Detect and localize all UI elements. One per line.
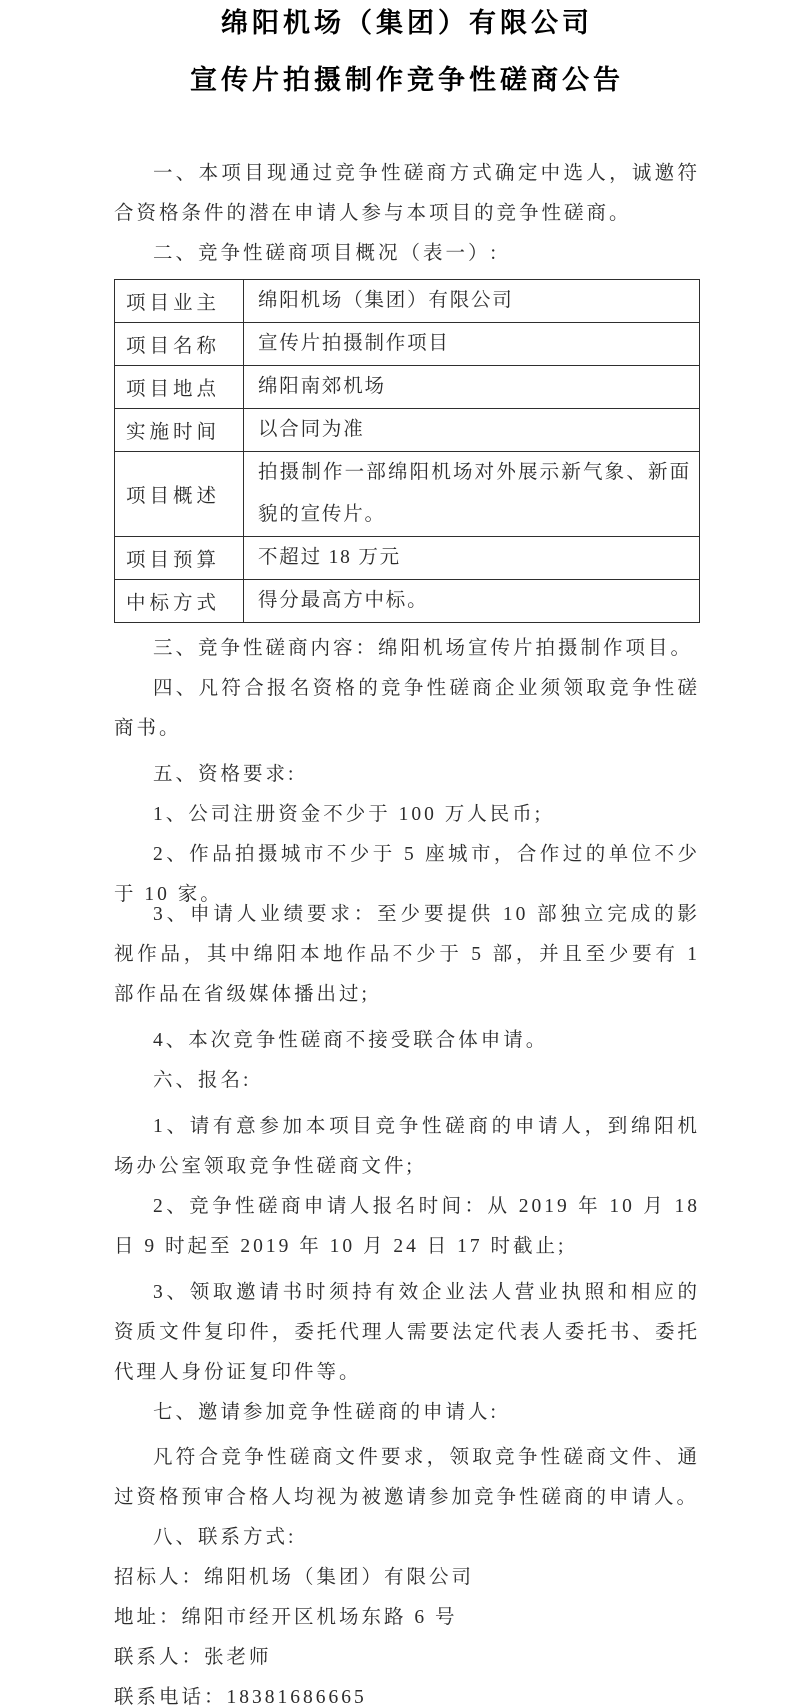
contact-heading: 八、联系方式: [153, 1527, 297, 1548]
table-row-project-summary [115, 452, 700, 537]
registration-heading: 六、报名: [153, 1070, 252, 1091]
contact-bidder-line: 招标人：绵阳机场（集团）有限公司 [114, 1567, 475, 1588]
table-row-value: 不超过 18 万元 [244, 537, 700, 580]
registration-eligibility-paragraph: 四、凡符合报名资格的竞争性磋商企业须领取竞争性磋商书。 [114, 678, 700, 739]
table-row-label: 项目预算 [115, 537, 244, 580]
registration-item-1: 1、请有意参加本项目竞争性磋商的申请人，到绵阳机场办公室领取竞争性磋商文件; [114, 1116, 700, 1177]
qualification-item-2: 2、作品拍摄城市不少于 5 座城市，合作过的单位不少于 10 家。 [114, 844, 700, 905]
invited-applicants-heading: 七、邀请参加竞争性磋商的申请人: [153, 1402, 499, 1423]
table-row-project-location [115, 366, 700, 409]
project-overview-table [114, 279, 700, 623]
table-row-value: 宣传片拍摄制作项目 [244, 323, 700, 366]
intro-paragraph: 一、本项目现通过竞争性磋商方式确定中选人，诚邀符合资格条件的潜在申请人参与本项目的竞争性磋商。 [114, 163, 700, 224]
qualification-item-3: 3、申请人业绩要求：至少要提供 10 部独立完成的影视作品，其中绵阳本地作品不少于 5 部，并且至少要有 1 部作品在省级媒体播出过; [114, 904, 700, 1005]
table-row-value: 得分最高方中标。 [244, 580, 700, 623]
contact-phone-line: 联系电话：18381686665 [114, 1687, 367, 1708]
table-row-value: 绵阳南郊机场 [244, 366, 700, 409]
table-row-label: 项目名称 [115, 323, 244, 366]
table-row-project-owner [115, 280, 700, 323]
table-row-value: 绵阳机场（集团）有限公司 [244, 280, 700, 323]
table-row-award-method [115, 580, 700, 623]
table-row-label: 中标方式 [115, 580, 244, 623]
document-title-line2: 宣传片拍摄制作竞争性磋商公告 [190, 65, 624, 95]
table-row-label: 项目概述 [115, 452, 244, 537]
qualification-item-4: 4、本次竞争性磋商不接受联合体申请。 [153, 1030, 549, 1051]
qualification-requirements-heading: 五、资格要求: [153, 764, 297, 785]
table-row-value: 以合同为准 [244, 409, 700, 452]
table-row-label: 项目业主 [115, 280, 244, 323]
table-row-label: 项目地点 [115, 366, 244, 409]
table-row-value: 拍摄制作一部绵阳机场对外展示新气象、新面貌的宣传片。 [244, 452, 700, 537]
document-title-line1: 绵阳机场（集团）有限公司 [221, 8, 593, 38]
table-row-label: 实施时间 [115, 409, 244, 452]
contact-person-line: 联系人：张老师 [114, 1647, 272, 1668]
invited-applicants-paragraph: 凡符合竞争性磋商文件要求，领取竞争性磋商文件、通过资格预审合格人均视为被邀请参加竞争性磋商的申请人。 [114, 1447, 700, 1508]
qualification-item-1: 1、公司注册资金不少于 100 万人民币; [153, 804, 544, 825]
table-row-implementation-time [115, 409, 700, 452]
table-row-project-budget [115, 537, 700, 580]
registration-item-3: 3、领取邀请书时须持有效企业法人营业执照和相应的资质文件复印件，委托代理人需要法定代表人委托书、委托代理人身份证复印件等。 [114, 1282, 700, 1383]
registration-item-2: 2、竞争性磋商申请人报名时间：从 2019 年 10 月 18 日 9 时起至 2019 年 10 月 24 日 17 时截止; [114, 1196, 700, 1257]
contact-address-line: 地址：绵阳市经开区机场东路 6 号 [114, 1607, 458, 1628]
table-row-project-name [115, 323, 700, 366]
project-overview-heading: 二、竞争性磋商项目概况（表一）: [153, 243, 499, 264]
negotiation-content-paragraph: 三、竞争性磋商内容：绵阳机场宣传片拍摄制作项目。 [153, 638, 694, 659]
